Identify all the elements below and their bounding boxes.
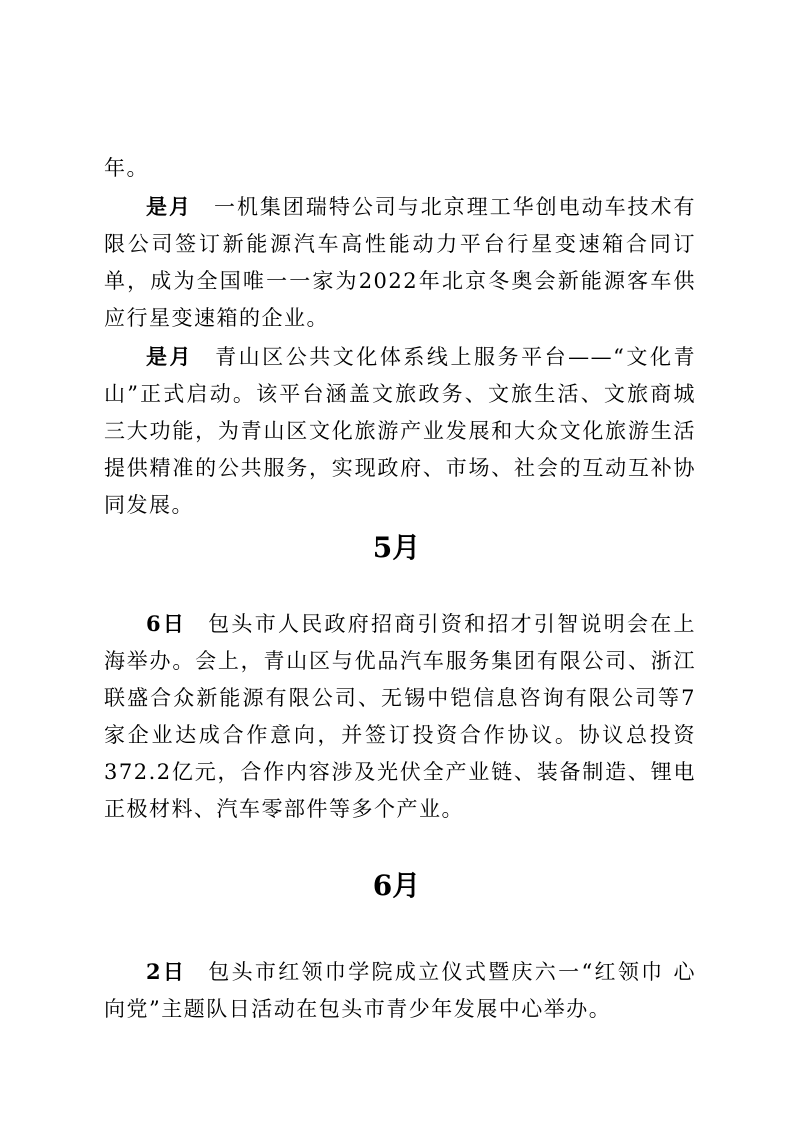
entry-date-label: 6日 bbox=[146, 611, 187, 636]
entry-text: 包头市人民政府招商引资和招才引智说明会在上海举办。会上，青山区与优品汽车服务集团有限公司、浙江联盛合众新能源有限公司、无锡中铠信息咨询有限公司等7家企业达成合作意向，并签订投资合作协议。协议总投资372.2亿元，合作内容涉及光伏全产业链、装备制造、锂电正极材料、汽车零部件等多个产业。 bbox=[104, 612, 696, 821]
entry-date-label: 是月 bbox=[146, 344, 194, 369]
entry-text: 包头市红领巾学院成立仪式暨庆六一“红领巾 心向党”主题队日活动在包头市青少年发展中心举办。 bbox=[104, 960, 696, 1021]
entry-april-wenhua-qingshan bbox=[104, 338, 696, 524]
carryover-paragraph bbox=[104, 150, 696, 187]
entry-april-ruite bbox=[104, 188, 696, 337]
entry-date-label: 2日 bbox=[146, 959, 187, 984]
entry-date-label: 是月 bbox=[146, 194, 192, 219]
month-heading-june: 6月 bbox=[372, 869, 421, 902]
entry-text: 一机集团瑞特公司与北京理工华创电动车技术有限公司签订新能源汽车高性能动力平台行星变速箱合同订单，成为全国唯一一家为2022年北京冬奥会新能源客车供应行星变速箱的企业。 bbox=[104, 195, 697, 330]
entry-june-2 bbox=[104, 953, 696, 1028]
entry-text: 青山区公共文化体系线上服务平台——“文化青山”正式启动。该平台涵盖文旅政务、文旅生活、文旅商城三大功能，为青山区文化旅游产业发展和大众文化旅游生活提供精准的公共服务，实现政府、市场、社会的互动互补协同发展。 bbox=[104, 345, 697, 517]
paragraph-text: 年。 bbox=[104, 156, 149, 180]
entry-may-6 bbox=[104, 605, 696, 828]
month-heading-may: 5月 bbox=[372, 531, 421, 564]
